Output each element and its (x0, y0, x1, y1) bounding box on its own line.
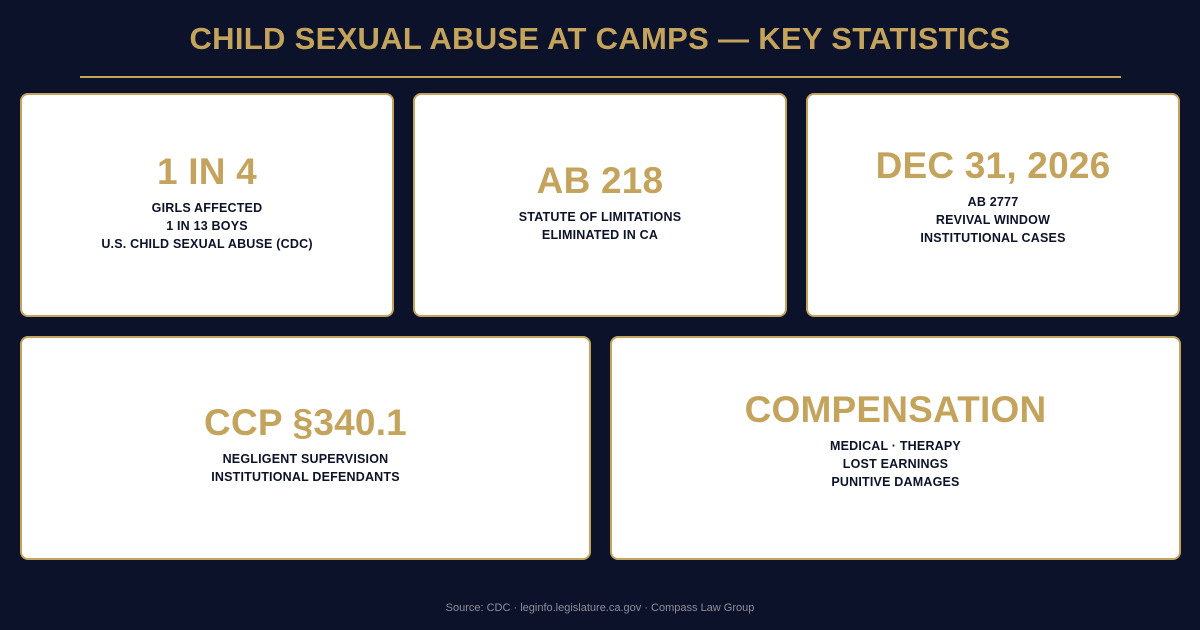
stat-value: COMPENSATION (744, 389, 1047, 430)
page-title: CHILD SEXUAL ABUSE AT CAMPS — KEY STATISTICS (189, 21, 1011, 56)
stat-description-line: INSTITUTIONAL DEFENDANTS (211, 470, 400, 484)
stat-description-line: REVIVAL WINDOW (935, 213, 1051, 227)
stat-description-line: PUNITIVE DAMAGES (831, 475, 960, 489)
stat-value: AB 218 (536, 160, 664, 201)
source-footer: Source: CDC · leginfo.legislature.ca.gov · Compass Law Group (445, 602, 755, 614)
stat-card-revival-deadline (806, 93, 1180, 317)
stat-description (519, 208, 681, 244)
stat-value: DEC 31, 2026 (875, 145, 1111, 186)
stat-description-line: ELIMINATED IN CA (541, 228, 659, 242)
title-divider (80, 76, 1121, 78)
stat-description (920, 193, 1065, 247)
stat-description-line: U.S. CHILD SEXUAL ABUSE (CDC) (101, 237, 313, 251)
stat-description-line: STATUTE OF LIMITATIONS (518, 210, 682, 224)
stat-card-girls-affected (20, 93, 394, 317)
stat-description-line: NEGLIGENT SUPERVISION (222, 452, 389, 466)
stat-card-compensation (610, 336, 1181, 560)
stat-description-line: LOST EARNINGS (842, 457, 949, 471)
stat-description (830, 437, 961, 491)
stat-description-line: INSTITUTIONAL CASES (920, 231, 1066, 245)
stat-description (211, 450, 400, 486)
stat-description-line: 1 IN 13 BOYS (166, 219, 248, 233)
stat-description (101, 199, 312, 253)
stat-value: 1 IN 4 (157, 151, 257, 192)
stat-description-line: MEDICAL · THERAPY (830, 439, 961, 453)
stat-description-line: GIRLS AFFECTED (151, 201, 263, 215)
stat-description-line: AB 2777 (967, 195, 1019, 209)
stat-card-ab-218 (413, 93, 787, 317)
stat-card-ccp-340-1 (20, 336, 591, 560)
stat-value: CCP §340.1 (204, 402, 407, 443)
